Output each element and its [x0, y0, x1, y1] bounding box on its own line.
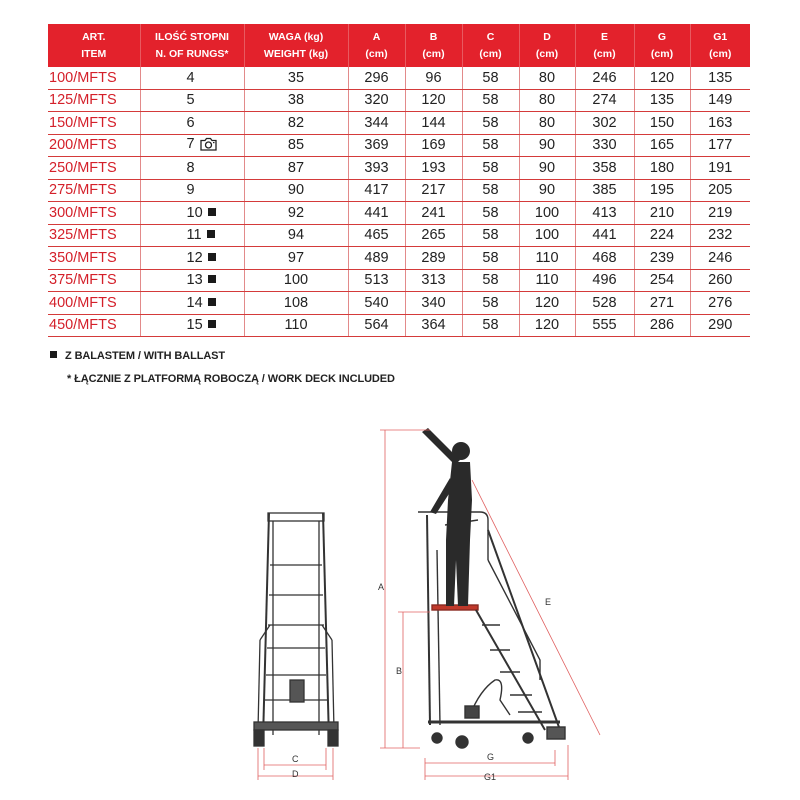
cell-b: 241: [405, 202, 462, 225]
cell-c: 58: [462, 202, 519, 225]
cell-art: 325/MFTS: [48, 224, 140, 247]
cell-b: 144: [405, 112, 462, 135]
cell-b: 96: [405, 67, 462, 89]
cell-e: 330: [575, 134, 634, 157]
cell-e: 528: [575, 292, 634, 315]
cell-weight: 82: [244, 112, 348, 135]
cell-a: 540: [348, 292, 405, 315]
cell-art: 100/MFTS: [48, 67, 140, 89]
rungs-value: 9: [186, 182, 195, 199]
cell-g1: 149: [690, 89, 750, 112]
cell-d: 80: [519, 67, 575, 89]
cell-a: 441: [348, 202, 405, 225]
cell-c: 58: [462, 134, 519, 157]
cell-art: 200/MFTS: [48, 134, 140, 157]
cell-d: 80: [519, 112, 575, 135]
cell-b: 313: [405, 269, 462, 292]
header-line: (cm): [365, 47, 388, 60]
cell-weight: 100: [244, 269, 348, 292]
cell-a: 564: [348, 314, 405, 337]
dimension-c-label: C: [292, 754, 299, 764]
rungs-value: 4: [186, 69, 195, 86]
dimension-d-label: D: [292, 769, 299, 779]
cell-b: 120: [405, 89, 462, 112]
cell-g1: 290: [690, 314, 750, 337]
cell-d: 110: [519, 269, 575, 292]
header-line: N. OF RUNGS*: [155, 47, 229, 60]
cell-g1: 163: [690, 112, 750, 135]
cell-e: 413: [575, 202, 634, 225]
legend-ballast-text: Z BALASTEM / WITH BALLAST: [65, 350, 226, 362]
cell-e: 468: [575, 247, 634, 270]
cell-art: 150/MFTS: [48, 112, 140, 135]
cell-g1: 177: [690, 134, 750, 157]
cell-g: 224: [634, 224, 690, 247]
cell-art: 400/MFTS: [48, 292, 140, 315]
rungs-value: 8: [186, 159, 195, 176]
cell-d: 90: [519, 157, 575, 180]
cell-d: 110: [519, 247, 575, 270]
cell-g1: 246: [690, 247, 750, 270]
header-line: (cm): [535, 47, 559, 60]
cell-art: 450/MFTS: [48, 314, 140, 337]
cell-b: 193: [405, 157, 462, 180]
cell-g: 254: [634, 269, 690, 292]
cell-g: 180: [634, 157, 690, 180]
header-line: ART.: [82, 30, 106, 43]
rungs-value: 6: [186, 114, 195, 131]
cell-c: 58: [462, 247, 519, 270]
header-line: C: [486, 30, 495, 43]
cell-g1: 219: [690, 202, 750, 225]
cell-b: 340: [405, 292, 462, 315]
cell-g1: 205: [690, 179, 750, 202]
dimension-g-label: G: [487, 752, 495, 762]
header-line: E: [600, 30, 608, 43]
cell-a: 489: [348, 247, 405, 270]
front-view-ladder: [254, 513, 338, 746]
cell-art: 300/MFTS: [48, 202, 140, 225]
cell-e: 302: [575, 112, 634, 135]
header-line: ILOŚĆ STOPNI: [155, 30, 229, 43]
cell-d: 90: [519, 134, 575, 157]
cell-a: 393: [348, 157, 405, 180]
cell-g: 150: [634, 112, 690, 135]
rungs-value: 12: [186, 249, 203, 266]
cell-g1: 276: [690, 292, 750, 315]
cell-g: 165: [634, 134, 690, 157]
cell-a: 465: [348, 224, 405, 247]
rungs-value: 5: [186, 92, 195, 109]
cell-weight: 38: [244, 89, 348, 112]
cell-c: 58: [462, 112, 519, 135]
header-line: (cm): [422, 47, 445, 60]
cell-art: 350/MFTS: [48, 247, 140, 270]
cell-g: 135: [634, 89, 690, 112]
cell-a: 320: [348, 89, 405, 112]
header-line: D: [543, 30, 551, 43]
cell-d: 100: [519, 202, 575, 225]
cell-d: 100: [519, 224, 575, 247]
header-line: WEIGHT (kg): [263, 47, 329, 60]
cell-e: 246: [575, 67, 634, 89]
cell-e: 496: [575, 269, 634, 292]
cell-weight: 87: [244, 157, 348, 180]
cell-weight: 94: [244, 224, 348, 247]
rungs-value: 15: [186, 317, 203, 334]
cell-a: 344: [348, 112, 405, 135]
cell-c: 58: [462, 269, 519, 292]
cell-d: 120: [519, 314, 575, 337]
cell-art: 375/MFTS: [48, 269, 140, 292]
cell-c: 58: [462, 157, 519, 180]
cell-g1: 232: [690, 224, 750, 247]
cell-d: 90: [519, 179, 575, 202]
header-line: ITEM: [81, 47, 107, 60]
cell-g: 271: [634, 292, 690, 315]
cell-art: 125/MFTS: [48, 89, 140, 112]
cell-e: 555: [575, 314, 634, 337]
cell-art: 275/MFTS: [48, 179, 140, 202]
cell-art: 250/MFTS: [48, 157, 140, 180]
cell-a: 513: [348, 269, 405, 292]
cell-weight: 92: [244, 202, 348, 225]
person-silhouette: [422, 428, 472, 606]
cell-g1: 260: [690, 269, 750, 292]
cell-d: 80: [519, 89, 575, 112]
cell-g: 195: [634, 179, 690, 202]
cell-weight: 110: [244, 314, 348, 337]
cell-b: 265: [405, 224, 462, 247]
cell-g: 120: [634, 67, 690, 89]
cell-a: 296: [348, 67, 405, 89]
cell-weight: 90: [244, 179, 348, 202]
rungs-value: 11: [186, 227, 202, 244]
side-view-dimensions: [380, 430, 600, 780]
cell-e: 358: [575, 157, 634, 180]
dimension-a-label: A: [378, 582, 385, 592]
cell-e: 441: [575, 224, 634, 247]
cell-c: 58: [462, 224, 519, 247]
cell-g: 239: [634, 247, 690, 270]
header-line: (cm): [593, 47, 616, 60]
header-line: (cm): [479, 47, 502, 60]
cell-c: 58: [462, 314, 519, 337]
cell-c: 58: [462, 292, 519, 315]
header-line: A: [372, 30, 381, 43]
side-view-ladder: [418, 512, 565, 748]
cell-a: 369: [348, 134, 405, 157]
dimension-g1-label: G1: [484, 772, 497, 782]
cell-weight: 108: [244, 292, 348, 315]
legend-deck-text: * ŁĄCZNIE Z PLATFORMĄ ROBOCZĄ / WORK DECK INCLUDED: [67, 373, 395, 385]
cell-c: 58: [462, 179, 519, 202]
header-line: B: [429, 30, 438, 43]
cell-g: 210: [634, 202, 690, 225]
cell-d: 120: [519, 292, 575, 315]
cell-weight: 35: [244, 67, 348, 89]
cell-e: 385: [575, 179, 634, 202]
rungs-value: 10: [186, 204, 203, 221]
cell-e: 274: [575, 89, 634, 112]
header-line: G1: [713, 30, 728, 43]
cell-a: 417: [348, 179, 405, 202]
rungs-value: 13: [186, 272, 203, 289]
cell-g: 286: [634, 314, 690, 337]
cell-weight: 85: [244, 134, 348, 157]
rungs-value: 7: [186, 135, 195, 152]
cell-c: 58: [462, 89, 519, 112]
header-line: (cm): [709, 47, 732, 60]
dimension-e-label: E: [545, 597, 552, 607]
header-line: G: [657, 30, 667, 43]
cell-g1: 191: [690, 157, 750, 180]
cell-b: 169: [405, 134, 462, 157]
header-line: WAGA (kg): [268, 30, 324, 43]
cell-weight: 97: [244, 247, 348, 270]
dimension-b-label: B: [396, 666, 403, 676]
cell-b: 289: [405, 247, 462, 270]
cell-b: 364: [405, 314, 462, 337]
rungs-value: 14: [186, 294, 203, 311]
cell-b: 217: [405, 179, 462, 202]
header-line: (cm): [650, 47, 674, 60]
cell-g1: 135: [690, 67, 750, 89]
cell-c: 58: [462, 67, 519, 89]
